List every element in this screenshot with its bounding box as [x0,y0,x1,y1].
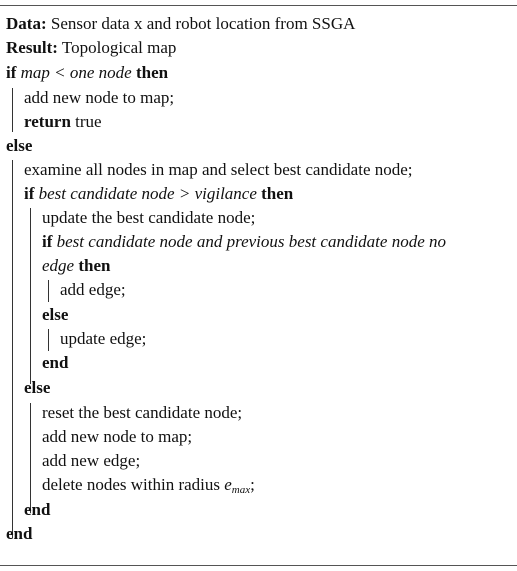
else-keyword-2: else [24,378,51,397]
then-keyword-3: then [78,256,111,275]
else-line-2 [24,378,50,402]
indent-bar-else-3 [48,329,49,351]
end-keyword-2: end [24,500,51,519]
indent-bar-if-1 [12,88,13,132]
data-keyword: Data: [6,14,47,33]
if-line-2 [24,184,293,208]
add-edge-text: add edge; [60,280,126,299]
add-node-line-1 [24,88,174,112]
result-text: Topological map [61,38,177,57]
return-line [24,112,102,136]
add-node-text-1: add new node to map; [24,88,175,107]
result-keyword: Result: [6,38,58,57]
indent-bar-if-3 [48,280,49,302]
update-best-text: update the best candidate node; [42,208,256,227]
delete-nodes-text: delete nodes within radius [42,475,220,494]
data-line [6,14,355,38]
then-keyword-2: then [261,184,294,203]
else-keyword: else [6,136,33,155]
reset-best-line [42,403,242,427]
update-best-line [42,208,255,232]
reset-best-text: reset the best candidate node; [42,403,243,422]
if-line-3b [42,256,110,280]
add-new-edge-line [42,451,140,475]
condition-3-part-2: edge [42,256,75,275]
add-new-edge-text: add new edge; [42,451,141,470]
indent-bar-if-2 [30,208,31,384]
add-node-line-2 [42,427,192,451]
condition-3-part-1: best candidate node and previous best candidate node no [56,232,446,251]
examine-text: examine all nodes in map and select best candidate node; [24,160,413,179]
indent-bar-else-1 [12,160,13,538]
bottom-rule [0,565,517,566]
end-line-2 [24,500,50,524]
else-line-3 [42,305,68,329]
update-edge-text: update edge; [60,329,147,348]
return-value: true [75,112,102,131]
update-edge-line [60,329,146,353]
add-node-text-2: add new node to map; [42,427,193,446]
end-line-1 [6,524,32,548]
data-text: Sensor data x and robot location from SSGA [50,14,356,33]
radius-subscript: max [231,484,251,496]
else-line-1 [6,136,32,160]
end-line-3 [42,353,68,377]
top-rule [0,5,517,6]
return-keyword: return [24,112,71,131]
radius-symbol: e [224,475,232,494]
end-keyword-1: end [6,524,33,543]
add-edge-line [60,280,126,304]
condition-1: map < one node [20,63,132,82]
if-line-1 [6,63,168,87]
if-keyword-3: if [42,232,53,251]
result-line [6,38,176,62]
indent-bar-else-2 [30,403,31,513]
condition-2: best candidate node > vigilance [38,184,257,203]
end-keyword-3: end [42,353,69,372]
else-keyword-3: else [42,305,69,324]
examine-line [24,160,413,184]
delete-nodes-line [42,475,255,499]
if-keyword-2: if [24,184,35,203]
if-keyword: if [6,63,17,82]
delete-semicolon: ; [250,475,255,494]
if-line-3a [42,232,446,256]
then-keyword: then [135,63,169,82]
